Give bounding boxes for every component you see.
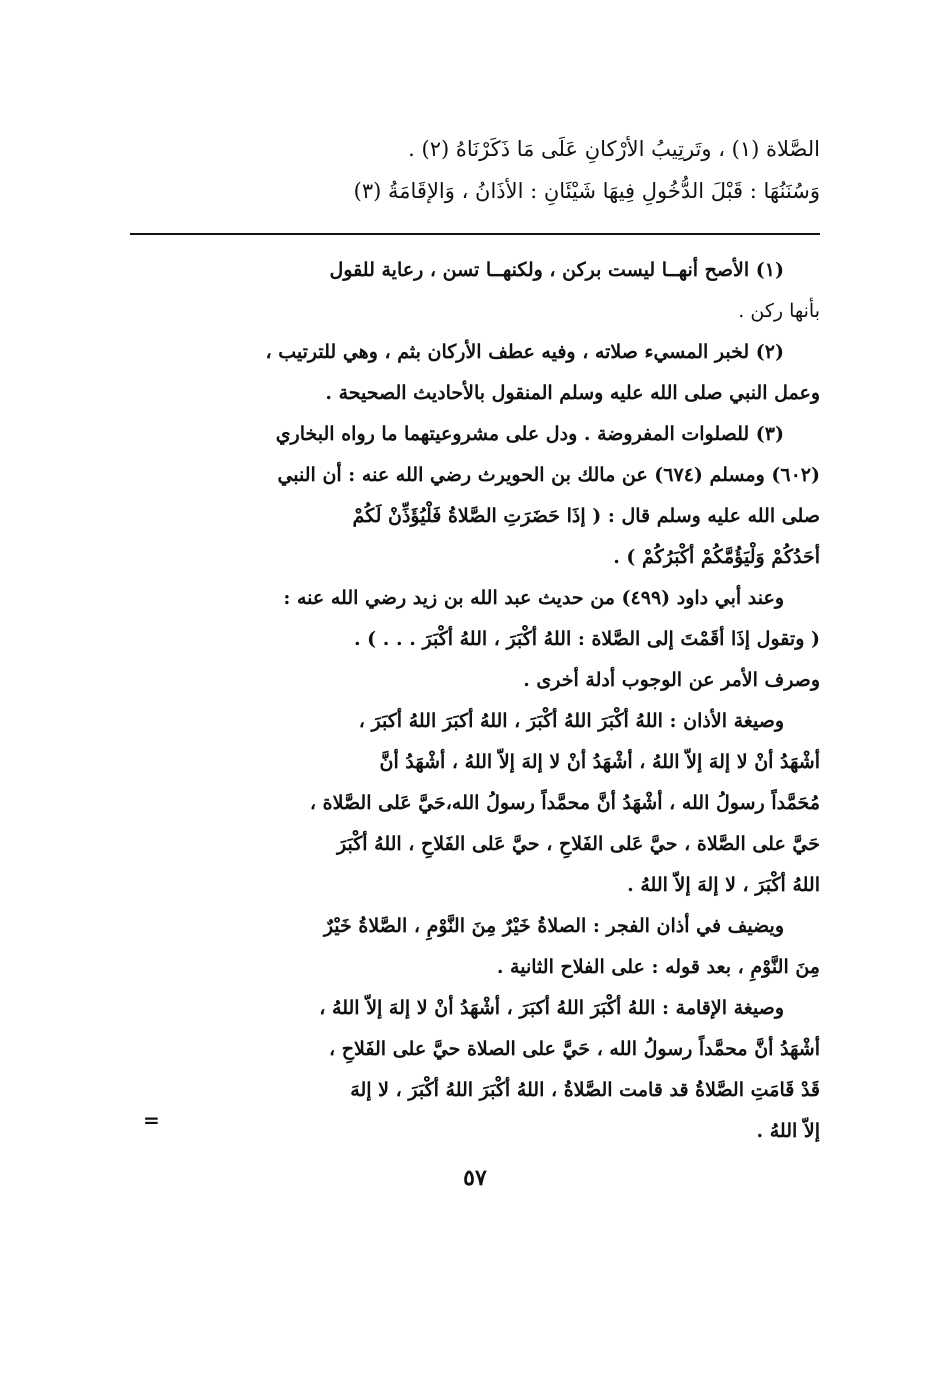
footnote-line: أحَدُكُمْ وَلْيَؤُمَّكُمْ أكْبَرُكُمْ ) . xyxy=(613,546,820,568)
footnote-line: مُحَمَّداً رسولُ الله ، أشْهَدُ أنَّ محمَّداً رسولُ الله،حَيَّ عَلى الصَّلاة ، xyxy=(309,792,820,814)
footnote-line: ( وتقول إذَا أقَمْتَ إلى الصَّلاة : اللهُ أكْبَرَ ، اللهُ أكْبَرَ . . . ) . xyxy=(353,628,820,650)
main-line: الصَّلاة (١) ، وتَرتِيبُ الأرْكانِ عَلَى مَا ذَكَرْنَاهُ (٢) . xyxy=(408,137,820,161)
footnote-line: وصيغة الأذان : اللهُ أكْبَرَ اللهُ أكْبَرَ ، اللهُ أكبَرَ اللهُ أكبَرَ ، xyxy=(358,710,784,732)
footnote-line: (٣) للصلوات المفروضة . ودل على مشروعيتهما ما رواه البخاري xyxy=(275,423,784,445)
footnote-line: حَيَّ على الصَّلاة ، حيَّ عَلى الفَلاحِ ، حيَّ عَلى الفَلاحِ ، اللهُ أكْبَرَ xyxy=(336,833,820,855)
footnote-line: اللهُ أكْبَرَ ، لا إلهَ إلاّ اللهُ . xyxy=(627,874,820,896)
footnote-line: وصرف الأمر عن الوجوب أدلة أخرى . xyxy=(523,669,820,691)
footnote-line: (٦٠٢) ومسلم (٦٧٤) عن مالك بن الحويرث رضي الله عنه : أن النبي xyxy=(277,464,820,486)
footnote-divider xyxy=(130,233,820,235)
page-number: ٥٧ xyxy=(463,1165,487,1191)
main-text xyxy=(130,128,820,212)
footnotes xyxy=(140,250,820,1152)
footnote-line: قَدْ قَامَتِ الصَّلاةُ قد قامت الصَّلاةُ ، اللهُ أكْبَرَ اللهُ أكْبَرَ ، لا إلهَ xyxy=(350,1079,820,1101)
continuation-mark: = xyxy=(143,1108,160,1132)
footnote-line: ويضيف في أذان الفجر : الصلاةُ خَيْرٌ مِنَ النَّوْمِ ، الصَّلاةُ خَيْرٌ xyxy=(323,915,784,937)
footnote-line: مِنَ النَّوْمِ ، بعد قوله : على الفلاح الثانية . xyxy=(496,956,820,978)
footnote-line: أشْهَدُ أنَّ محمَّداً رسولُ الله ، حَيَّ على الصلاة حيَّ على الفَلاحِ ، xyxy=(329,1038,820,1060)
footnote-line: أشْهَدُ أنْ لا إلهَ إلاّ اللهُ ، أشْهَدُ أنْ لا إلهَ إلاّ اللهُ ، أشْهَدُ أنَّ xyxy=(379,751,820,773)
footnote-line: إلاّ اللهُ . xyxy=(756,1120,820,1142)
footnote-line: وصيغة الإقامة : اللهُ أكْبَرَ اللهُ أكبَرَ ، أشْهَدُ أنْ لا إلهَ إلاّ اللهُ ، xyxy=(319,997,784,1019)
footnote-line: (١) الأصح أنهــا ليست بركن ، ولكنهــا تسن ، رعاية للقول xyxy=(329,259,784,281)
main-line: وَسُنَنُهَا : قَبْلَ الدُّخُولِ فِيهَا شَيْئَانِ : الأذَانُ ، وَالإقَامَةُ (٣) xyxy=(353,179,820,203)
footnote-line: صلى الله عليه وسلم قال : ( إذَا حَضَرَتِ الصَّلاةُ فَلْيُؤَذِّنْ لَكُمْ xyxy=(352,505,820,527)
footnote-line: (٢) لخبر المسيء صلاته ، وفيه عطف الأركان بثم ، وهي للترتيب ، xyxy=(265,341,784,363)
footnote-line: بأنها ركن . xyxy=(738,300,820,322)
footnote-line: وعند أبي داود (٤٩٩) من حديث عبد الله بن زيد رضي الله عنه : xyxy=(283,587,784,609)
footnote-line: وعمل النبي صلى الله عليه وسلم المنقول بالأحاديث الصحيحة . xyxy=(325,382,820,404)
